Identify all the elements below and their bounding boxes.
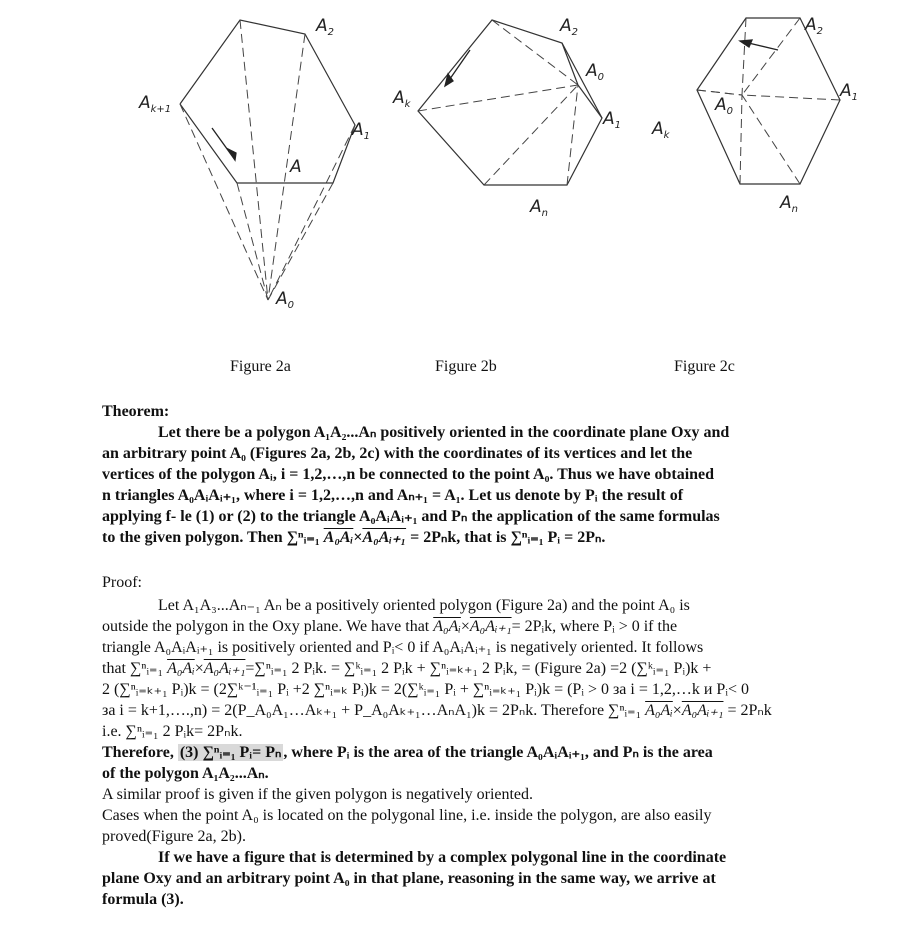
theorem-line: Let there be a polygon A₁A₂...Aₙ positively oriented in the coordinate plane Oxy and: [158, 424, 730, 441]
caption-2c: Figure 2c: [674, 358, 735, 375]
figure-2a: [130, 0, 371, 320]
proof-line: 2 (∑ⁿᵢ₌ₖ₊₁ Pᵢ)k = (2∑ᵏ⁻¹ᵢ₌₁ Pᵢ +2 ∑ⁿᵢ₌ₖ Pᵢ)k = 2(∑ᵏᵢ₌₁ Pᵢ + ∑ⁿᵢ₌ₖ₊₁ Pᵢ)k = (Pᵢ > 0 за i = 1,2,…k и Pᵢ< 0: [102, 681, 749, 698]
label-a2: $A_2$: [560, 16, 579, 38]
theorem-line: to the given polygon. Then ∑ⁿᵢ₌₁ A₀Aᵢ×A₀Aᵢ₊₁ = 2Pₙk, that is ∑ⁿᵢ₌₁ Pᵢ = 2Pₙ.: [102, 529, 606, 546]
proof-line: за i = k+1,….,n) = 2(P_A₀A₁…Aₖ₊₁ + P_A₀Aₖ₊₁…AₙA₁)k = 2Pₙk. Therefore ∑ⁿᵢ₌₁ A₀Aᵢ×A₀Aᵢ₊₁ = 2Pₙk: [102, 702, 772, 719]
formula-3-highlight: (3) ∑ⁿᵢ₌₁ Pᵢ= Pₙ: [179, 744, 282, 761]
proof-line: i.e. ∑ⁿᵢ₌₁ 2 Pᵢk= 2Pₙk.: [102, 723, 243, 740]
proof-line: plane Oxy and an arbitrary point A₀ in that plane, reasoning in the same way, we arrive at: [102, 870, 716, 887]
caption-2a: Figure 2a: [230, 358, 291, 375]
proof-line: formula (3).: [102, 891, 184, 908]
proof-line: A similar proof is given if the given polygon is negatively oriented.: [102, 786, 534, 803]
proof-heading: Proof:: [102, 574, 142, 591]
label-an: $A_n$: [780, 193, 798, 215]
theorem-block: [102, 401, 812, 548]
label-an: $A_n$: [530, 197, 548, 219]
label-a2: $A_2$: [805, 15, 824, 37]
label-a1: $A_1$: [352, 120, 371, 142]
label-a0: $A_0$: [276, 289, 295, 311]
label-ak1: $A_{k+1}$: [139, 93, 172, 115]
proof-line: triangle A₀AᵢAᵢ₊₁ is positively oriented and Pᵢ< 0 if A₀AᵢAᵢ₊₁ is negatively oriented. It follows: [102, 639, 704, 656]
proof-line: of the polygon A₁A₂...Aₙ.: [102, 765, 269, 782]
proof-line: Therefore, (3) ∑ⁿᵢ₌₁ Pᵢ= Pₙ , where Pᵢ is the area of the triangle A₀AᵢAᵢ₊₁, and Pₙ is the area: [102, 744, 713, 761]
label-a1: $A_1$: [603, 109, 622, 131]
caption-2b: Figure 2b: [435, 358, 497, 375]
theorem-line: an arbitrary point A₀ (Figures 2a, 2b, 2c) with the coordinates of its vertices and let the: [102, 445, 693, 462]
label-a0: $A_0$: [586, 61, 605, 83]
label-ak: $A_k$: [393, 88, 411, 110]
proof-line: Cases when the point A₀ is located on the polygonal line, i.e. inside the polygon, are also easily: [102, 807, 712, 824]
proof-line: Let A₁A₃...Aₙ₋₁ Aₙ be a positively oriented polygon (Figure 2a) and the point A₀ is: [158, 597, 690, 614]
theorem-line: n triangles A₀AᵢAᵢ₊₁, where i = 1,2,…,n and Aₙ₊₁ = A₁. Let us denote by Pᵢ the result of: [102, 487, 684, 504]
label-ak: $A_k$: [652, 119, 670, 141]
figure-2c: [645, 0, 895, 230]
proof-line: that ∑ⁿᵢ₌₁ A₀Aᵢ×A₀Aᵢ₊₁=∑ⁿᵢ₌₁ 2 Pᵢk. = ∑ᵏᵢ₌₁ 2 Pᵢk + ∑ⁿᵢ₌ₖ₊₁ 2 Pᵢk, = (Figure 2a) =2 (∑ᵏᵢ₌₁ Pᵢ)k +: [102, 660, 712, 677]
theorem-line: vertices of the polygon Aᵢ, i = 1,2,…,n be connected to the point A₀. Thus we have obtained: [102, 466, 715, 483]
proof-line: If we have a figure that is determined by a complex polygonal line in the coordinate: [158, 849, 727, 866]
proof-line: proved(Figure 2a, 2b).: [102, 828, 246, 845]
theorem-line: applying f- le (1) or (2) to the triangle A₀AᵢAᵢ₊₁ and Pₙ the application of the same formulas: [102, 508, 720, 525]
figure-2b: [390, 0, 630, 230]
label-a-mid: A: [290, 157, 302, 177]
proof-block: [102, 572, 812, 910]
label-a2: $A_2$: [316, 16, 335, 38]
theorem-heading: Theorem:: [102, 403, 170, 420]
label-a1: $A_1$: [840, 81, 859, 103]
label-a0: $A_0$: [715, 95, 734, 117]
proof-line: outside the polygon in the Oxy plane. We have that A₀Aᵢ×A₀Aᵢ₊₁= 2Pᵢk, where Pᵢ > 0 if the: [102, 618, 678, 635]
